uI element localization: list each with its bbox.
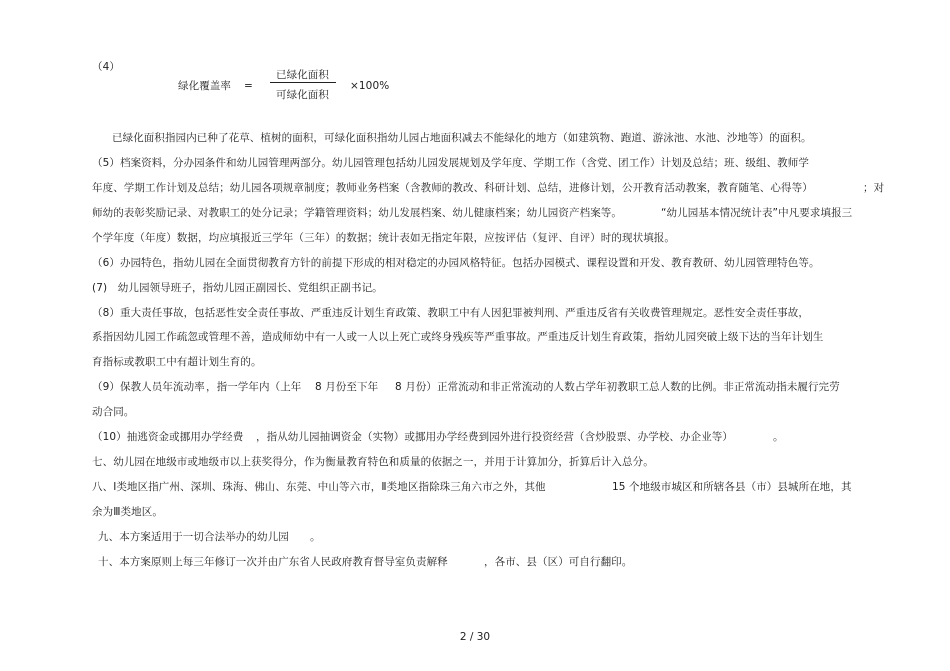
- section-10a: 十、本方案原则上每三年修订一次并由广东省人民政府教育督导室负责解释: [98, 556, 448, 568]
- section-8-line-1b: 15 个地级市城区和所辖各县（市）县城所在地，其: [612, 481, 852, 493]
- paragraph-9-line-1d: 8 月份）正常流动和非正常流动的人数占学年初教职工总人数的比例。非正常流动指未履行完劳: [395, 381, 840, 393]
- paragraph-9-line-1a: （9）保教人员年流动率: [92, 381, 205, 393]
- paragraph-5-line-2a: 年度、学期工作计划及总结；幼儿园各项规章制度；教师业务档案（含教师的教改、科研计划、总结，进修计划，公开教育活动教案，教育随笔、心得等）: [92, 182, 813, 194]
- formula-numerator: 已绿化面积: [276, 69, 329, 81]
- formula-item-number: （4）: [92, 61, 120, 73]
- paragraph-7: (7) 幼儿园领导班子，指幼儿园正副园长、党组织正副书记。: [92, 282, 383, 294]
- formula-lhs: 绿化覆盖率: [178, 80, 231, 92]
- paragraph-8-line-3: 育指标或教职工中有超计划生育的。: [92, 356, 262, 368]
- section-10b: ，各市、县（区）可自行翻印。: [484, 556, 633, 568]
- formula-equals: =: [244, 80, 253, 92]
- fraction-bar: [270, 82, 336, 83]
- formula-multiplier: ×100%: [350, 80, 390, 92]
- section-8-line-1a: 八、Ⅰ类地区指广州、深圳、珠海、佛山、东莞、中山等六市，Ⅱ类地区指除珠三角六市之外，其他: [92, 481, 546, 493]
- section-7: 七、幼儿园在地级市或地级市以上获奖得分，作为衡量教育特色和质量的依据之一，并用于计算加分，折算后计入总分。: [92, 456, 654, 468]
- paragraph-green-area: 已绿化面积指园内已种了花草、植树的面积，可绿化面积指幼儿园占地面积减去不能绿化的地方（如建筑物、跑道、游泳池、水池、沙地等）的面积。: [112, 132, 812, 144]
- paragraph-9-line-2: 动合同。: [92, 406, 135, 418]
- paragraph-10c: 。: [773, 431, 784, 443]
- section-9b: 。: [310, 531, 321, 543]
- paragraph-8-line-2: 系指因幼儿园工作疏忽或管理不善，造成师幼中有一人或一人以上死亡或终身残疾等严重事故。严重违反计划生育政策，指幼儿园突破上级下达的当年计划生: [92, 331, 824, 343]
- paragraph-6: （6）办园特色，指幼儿园在全面贯彻教育方针的前提下形成的相对稳定的办园风格特征。包括办园模式、课程设置和开发、教育教研、幼儿园管理特色等。: [92, 257, 820, 269]
- paragraph-5-line-2b: ；对: [863, 182, 885, 194]
- paragraph-5-line-1: （5）档案资料，分办园条件和幼儿园管理两部分。幼儿园管理包括幼儿园发展规划及学年度、学期工作（含党、团工作）计划及总结；班、级组、教师学: [92, 157, 809, 169]
- paragraph-5-line-3a: 师幼的表彰奖励记录、对教职工的处分记录；学籍管理资料；幼儿发展档案、幼儿健康档案；幼儿园资产档案等。: [92, 207, 622, 219]
- page-number: 2 / 30: [459, 631, 491, 643]
- paragraph-9-line-1c: 8 月份至下年: [315, 381, 379, 393]
- paragraph-10a: （10）抽逃资金或挪用办学经费: [92, 431, 244, 443]
- section-8-line-2: 余为Ⅲ类地区。: [92, 506, 163, 518]
- paragraph-8-line-1: （8）重大责任事故，包括恶性安全责任事故、严重违反计划生育政策、教职工中有人因犯罪被判刑、严重违反省有关收费管理规定。恶性安全责任事故，: [92, 307, 809, 319]
- formula-denominator: 可绿化面积: [276, 89, 329, 101]
- paragraph-5-line-3b: “幼儿园基本情况统计表”中凡要求填报三: [661, 207, 853, 219]
- paragraph-9-line-1b: ，指一学年内（上年: [206, 381, 302, 393]
- section-9a: 九、本方案适用于一切合法举办的幼儿园: [98, 531, 289, 543]
- paragraph-10b: ，指从幼儿园抽调资金（实物）或挪用办学经费到园外进行投资经营（含炒股票、办学校、办企业等）: [256, 431, 733, 443]
- paragraph-5-line-4: 个学年度（年度）数据，均应填报近三学年（三年）的数据；统计表如无指定年限，应按评估（复评、自评）时的现状填报。: [92, 232, 675, 244]
